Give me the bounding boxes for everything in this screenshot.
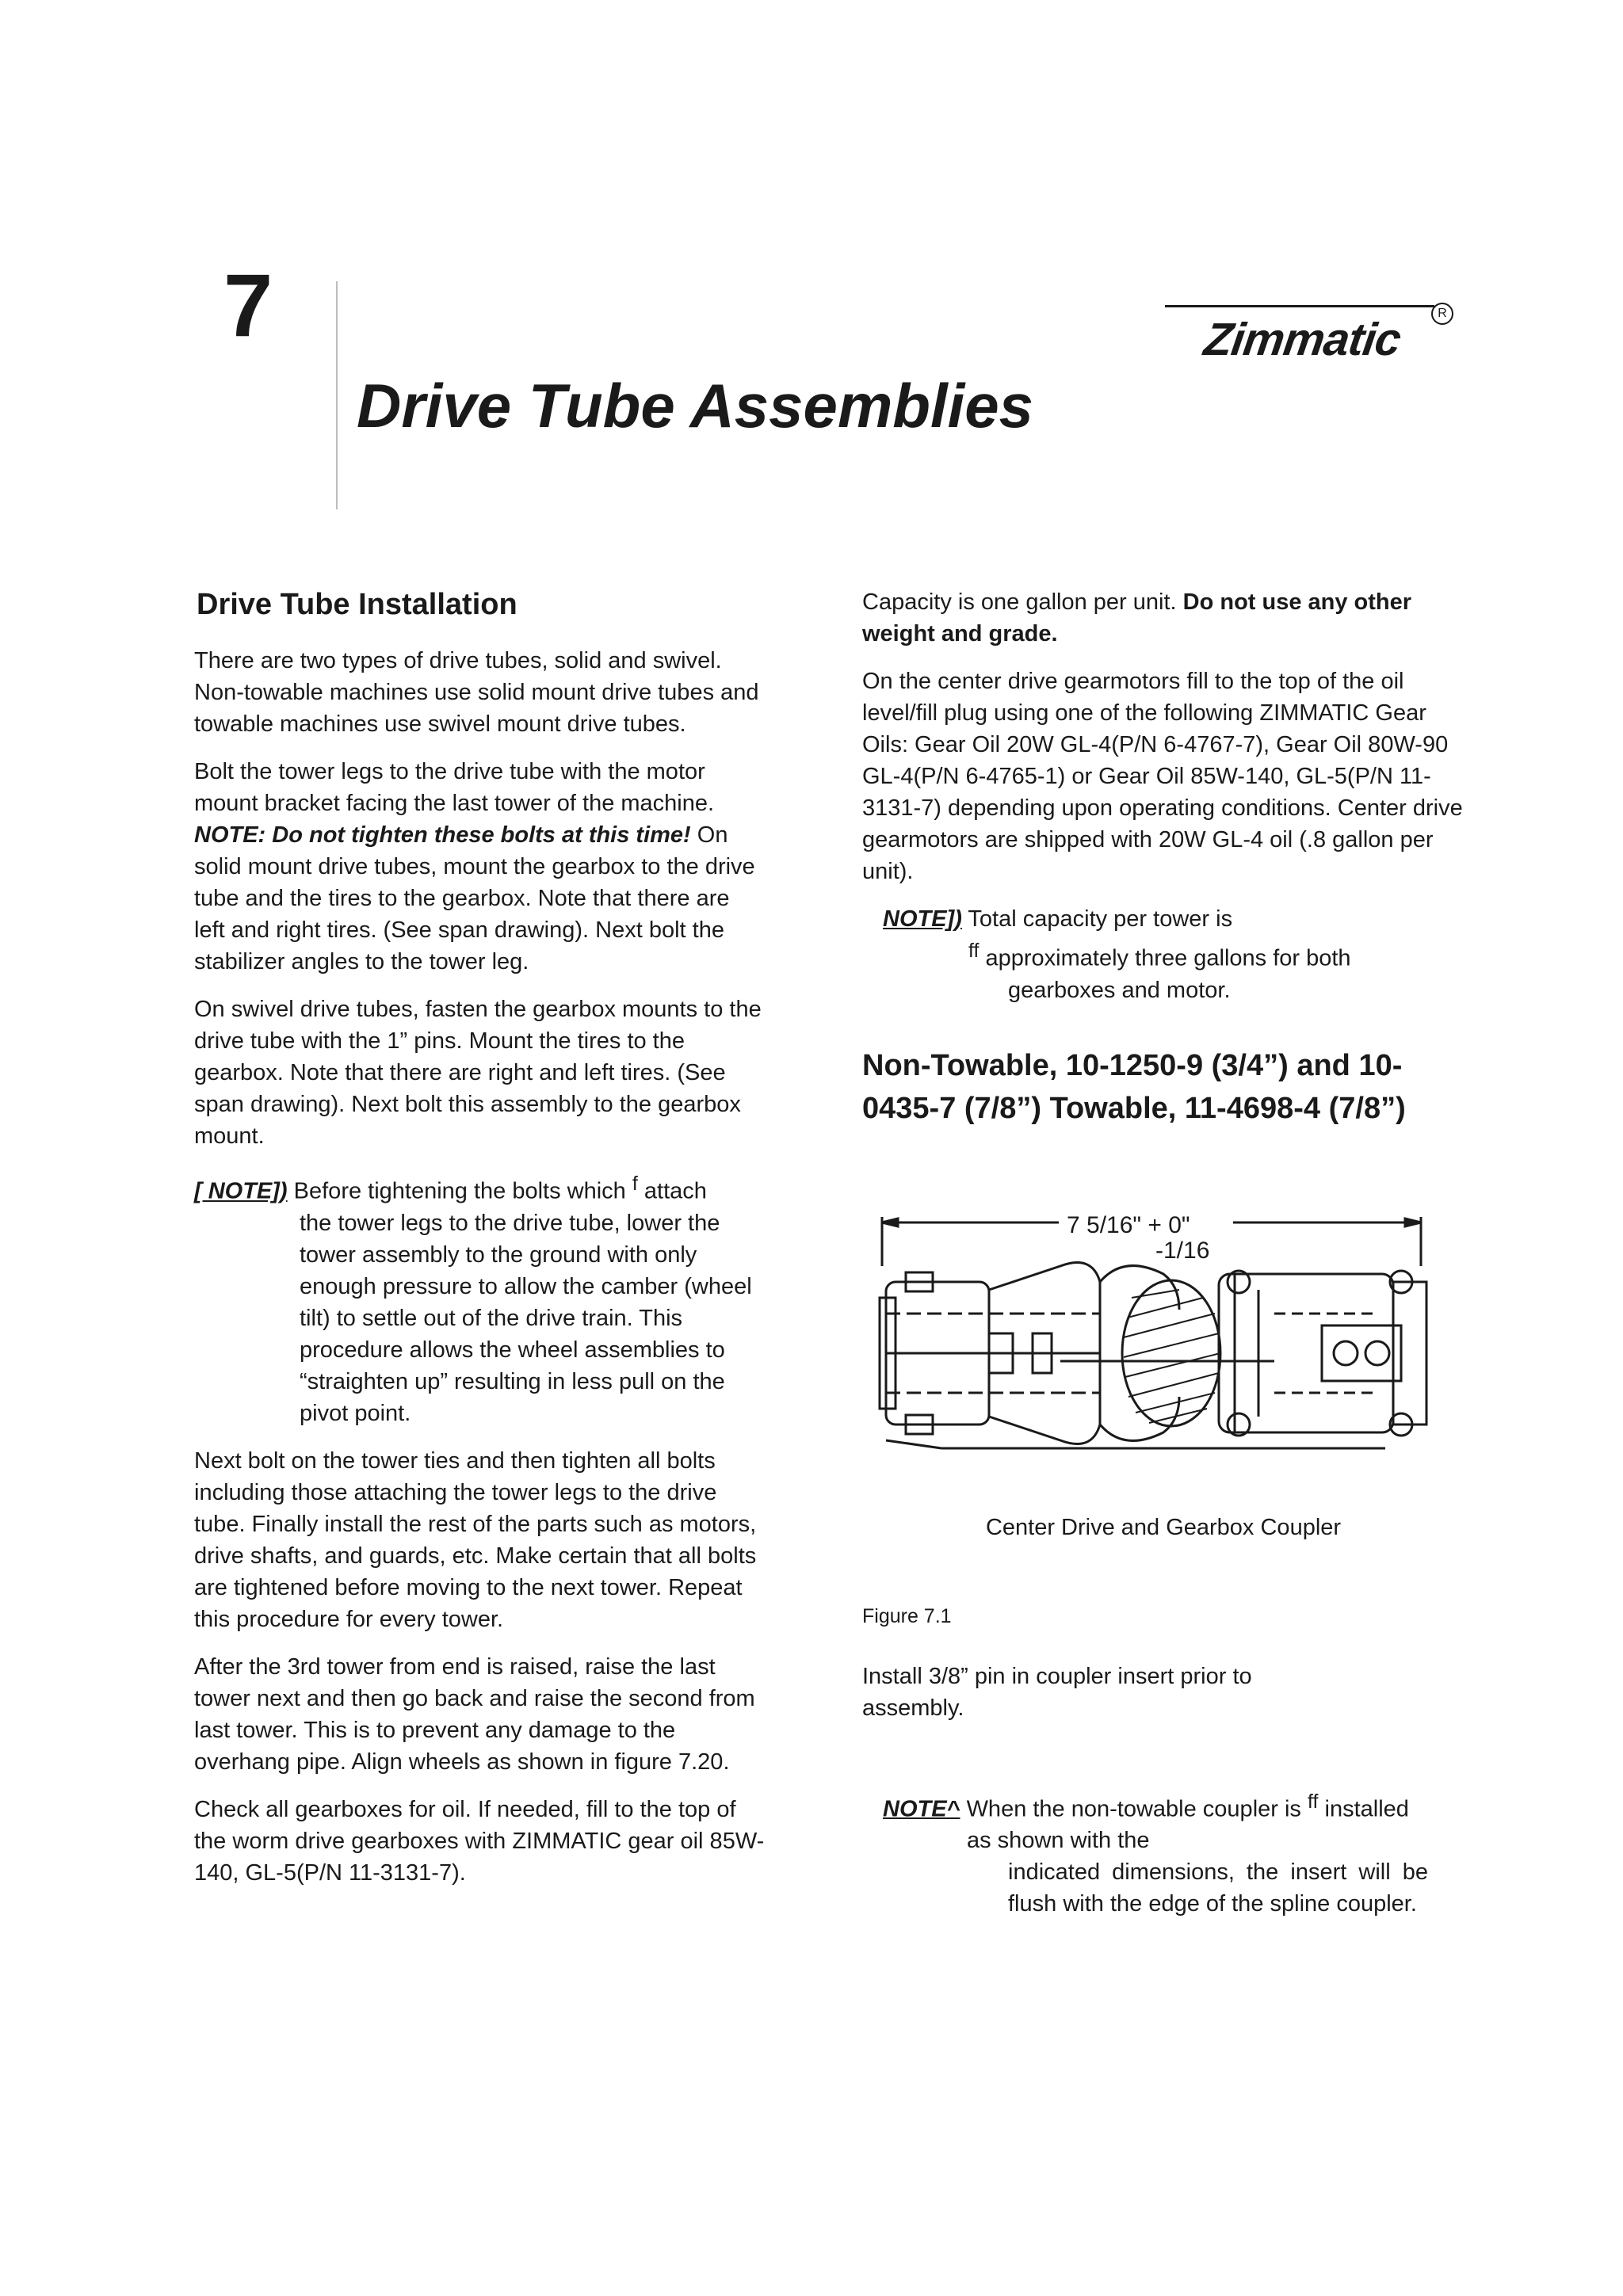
dimension-label: 7 5/16" + 0" bbox=[1067, 1211, 1190, 1238]
note-body: the tower legs to the drive tube, lower the tower assembly to the ground with only enough pressure to allow the camber (wheel tilt) to settle out of the drive train. This procedure allows the wheel assemblies to “straighten up” resulting in less pull on the pivot point. bbox=[300, 1210, 752, 1426]
paragraph-text: Bolt the tower legs to the drive tube with the motor mount bracket facing the last tower of the machine. bbox=[194, 759, 715, 816]
registered-mark-icon: R bbox=[1431, 303, 1453, 325]
paragraph-text: On solid mount drive tubes, mount the gearbox to the drive tube and the tires to the gearbox. Note that there are left and right tires. (See span drawing). Next bolt the stabilizer angles to the tower leg. bbox=[194, 822, 755, 974]
note-text: When the non-towable coupler is bbox=[966, 1796, 1301, 1822]
note-label: NOTE^ bbox=[883, 1796, 960, 1822]
note-third-line: gearboxes and motor. bbox=[1008, 977, 1231, 1003]
note-mark: ff bbox=[1307, 1790, 1319, 1813]
bold-warning: Do not use any other weight and grade. bbox=[862, 589, 1412, 646]
paragraph-text: Capacity is one gallon per unit. bbox=[862, 589, 1177, 615]
note-second-line bbox=[968, 935, 1465, 974]
chapter-title: Drive Tube Assemblies bbox=[357, 371, 1034, 441]
logo-rule bbox=[1165, 305, 1434, 307]
note-body: indicated dimensions, the insert will be flush with the edge of the spline coupler. bbox=[1008, 1859, 1428, 1917]
paragraph-drive-tube-types: There are two types of drive tubes, solid and swivel. Non-towable machines use solid mount drive tubes and towable machines use swivel mount drive tubes. bbox=[194, 648, 759, 737]
section-heading: Drive Tube Installation bbox=[197, 588, 517, 621]
paragraph-swivel-drive-tubes: On swivel drive tubes, fasten the gearbox mounts to the drive tube with the 1” pins. Mount the tires to the gearbox. Note that there are right and left tires. (See span drawing). Next bolt this assembly to the gearbox mount. bbox=[194, 997, 762, 1149]
note-mark: ff bbox=[968, 940, 980, 962]
section-subheading: Non-Towable, 10-1250-9 (3/4”) and 10-0435-7 (7/8”) Towable, 11-4698-4 (7/8”) bbox=[862, 1048, 1406, 1125]
note-text: approximately three gallons for both bbox=[985, 945, 1351, 971]
note-first-line bbox=[883, 903, 1465, 935]
paragraph-check-gearboxes: Check all gearboxes for oil. If needed, fill to the top of the worm drive gearboxes with ZIMMATIC gear oil 85W-140, GL-5(P/N 11-3131-7). bbox=[194, 1796, 765, 1886]
note-text: installed bbox=[1324, 1796, 1409, 1822]
note-text: Before tightening the bolts which bbox=[293, 1178, 626, 1204]
logo-wordmark: Zimmatic bbox=[1201, 314, 1404, 365]
note-mark: f bbox=[632, 1173, 638, 1195]
note-text: attach bbox=[643, 1178, 707, 1204]
paragraph-bolt-tower-legs bbox=[194, 756, 765, 978]
left-column bbox=[194, 586, 765, 1905]
coupler-drawing bbox=[862, 1179, 1465, 1512]
note-total-capacity bbox=[883, 903, 1465, 1006]
note-text: Total capacity per tower is bbox=[968, 906, 1233, 932]
note-label: NOTE]) bbox=[883, 906, 962, 932]
note-first-line bbox=[883, 1786, 1465, 1825]
note-tightening-bolts bbox=[194, 1168, 765, 1429]
note-non-towable-coupler bbox=[883, 1786, 1465, 1920]
chapter-number: 7 bbox=[223, 256, 273, 355]
note-first-line bbox=[194, 1168, 765, 1207]
paragraph-capacity bbox=[862, 586, 1465, 650]
paragraph-raise-towers: After the 3rd tower from end is raised, raise the last tower next and then go back and raise the second from last tower. This is to prevent any damage to the overhang pipe. Align wheels as shown in figure 7.20. bbox=[194, 1653, 755, 1775]
chapter-divider bbox=[336, 281, 338, 509]
note-label: [ NOTE]) bbox=[194, 1178, 288, 1204]
inline-warning: NOTE: Do not tighten these bolts at this time! bbox=[194, 822, 691, 848]
paragraph-center-drive-oil: On the center drive gearmotors fill to the top of the oil level/fill plug using one of the following ZIMMATIC Gear Oils: Gear Oil 20W GL-4(P/N 6-4767-7), Gear Oil 80W-90 GL-4(P/N 6-4765-1) or Gear Oil 85W-140, GL-5(P/N 11-3131-7) depending upon operating conditions. Center drive gearmotors are shipped with 20W GL-4 oil (.8 gallon per unit). bbox=[862, 669, 1463, 884]
paragraph-tower-ties: Next bolt on the tower ties and then tighten all bolts including those attaching the tower legs to the drive tube. Finally install the rest of the parts such as motors, drive shafts, and guards, etc. Make certain that all bolts are tightened before moving to the next tower. Repeat this procedure for every tower. bbox=[194, 1447, 757, 1632]
coupler-figure bbox=[862, 1179, 1465, 1512]
zimmatic-logo bbox=[1165, 301, 1482, 380]
dimension-tolerance: -1/16 bbox=[1155, 1237, 1210, 1264]
right-column bbox=[862, 586, 1465, 1936]
figure-label: Figure 7.1 bbox=[862, 1604, 952, 1627]
figure-caption: Center Drive and Gearbox Coupler bbox=[985, 1514, 1342, 1540]
paragraph-install-pin: Install 3/8” pin in coupler insert prior to assembly. bbox=[862, 1663, 1252, 1721]
note-second-line: as shown with the bbox=[967, 1828, 1150, 1854]
